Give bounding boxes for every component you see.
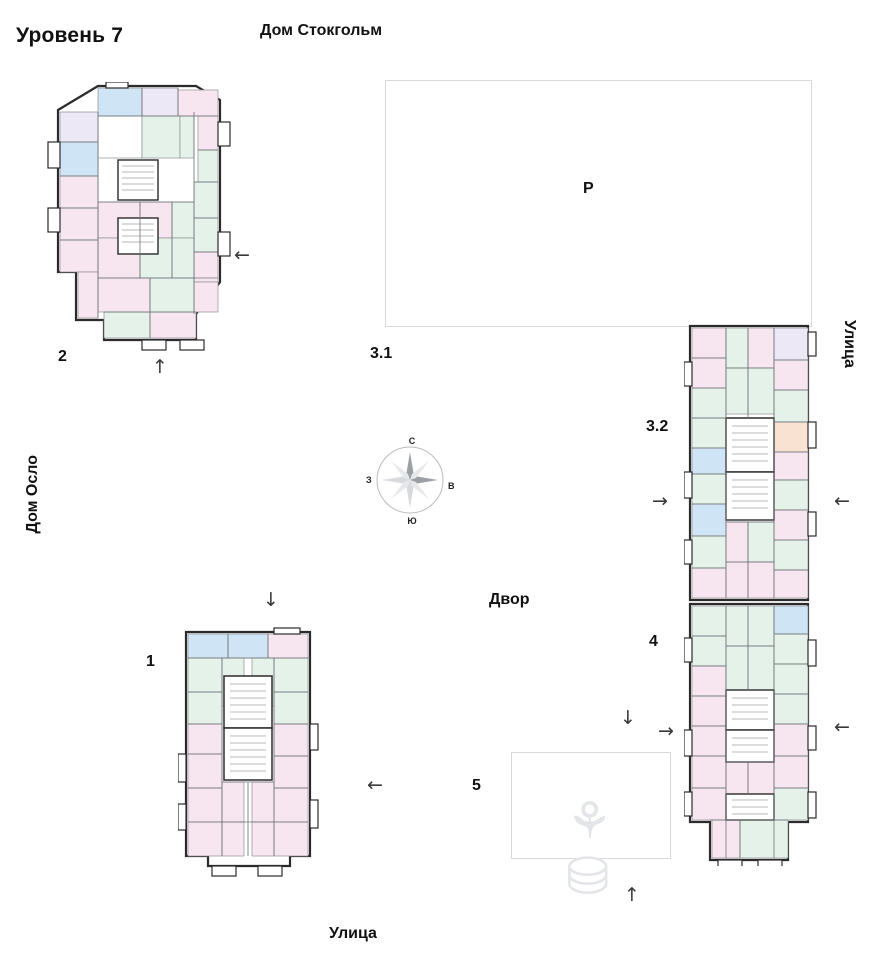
arrow-building-4-left-out: →	[658, 720, 674, 742]
label-street-bottom: Улица	[329, 925, 377, 942]
label-house-stockholm: Дом Стокгольм	[260, 22, 383, 39]
compass-west: З	[366, 475, 372, 485]
label-house-oslo: Дом Осло	[24, 455, 41, 534]
label-street-right: Улица	[841, 320, 858, 368]
arrow-building-3-2-left-out: →	[652, 490, 668, 512]
arrow-building-2-left: ←	[234, 244, 250, 266]
building-tag-1[interactable]: 1	[146, 653, 155, 670]
building-tag-2[interactable]: 2	[58, 348, 67, 365]
arrow-yard-down: ↓	[620, 707, 636, 729]
arrow-building-3-2-right: ←	[834, 490, 850, 512]
floorplan-building-1[interactable]	[178, 604, 326, 884]
building-tag-4[interactable]: 4	[649, 633, 658, 650]
floorplan-building-2[interactable]	[46, 82, 242, 352]
building-tag-3-1[interactable]: 3.1	[370, 345, 393, 362]
arrow-building-4-bottom: ↑	[624, 884, 640, 906]
arrow-building-2-bottom: ↑	[152, 356, 168, 378]
compass-east: В	[448, 481, 455, 491]
building-tag-3-2[interactable]: 3.2	[646, 418, 669, 435]
arrow-building-1-top: ↓	[263, 589, 279, 611]
playground-icon: ⚘⛁	[566, 792, 615, 907]
page-title: Уровень 7	[16, 24, 124, 47]
floorplan-building-3-2-and-4[interactable]	[684, 322, 824, 866]
arrow-building-4-right: ←	[834, 716, 850, 738]
arrow-building-1-right: ←	[367, 774, 383, 796]
compass-icon	[362, 432, 458, 528]
compass-north: С	[408, 436, 416, 446]
parking-block	[385, 80, 812, 327]
building-tag-5[interactable]: 5	[472, 777, 481, 794]
compass-south: Ю	[407, 516, 417, 526]
parking-label: P	[583, 180, 594, 197]
label-yard: Двор	[489, 591, 530, 608]
